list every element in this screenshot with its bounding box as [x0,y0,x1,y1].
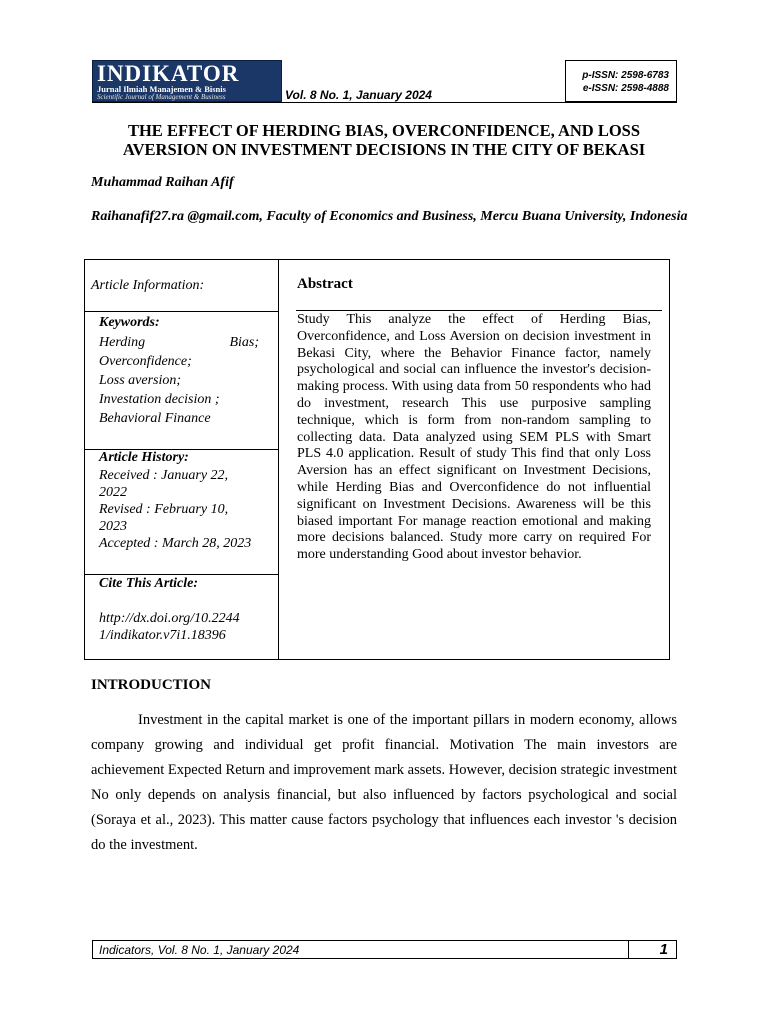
keyword: Bias; [229,335,259,350]
e-issn: e-ISSN: 2598-4888 [582,83,669,94]
logo-tagline: Scientific Journal of Management & Business [97,93,226,101]
keyword: Investation decision ; [99,392,220,407]
keywords-list [99,334,259,427]
accepted-date: Accepted : March 28, 2023 [99,536,252,551]
abstract-rule [296,310,662,311]
volume-info: Vol. 8 No. 1, January 2024 [285,88,432,102]
doi-line-2: 1/indikator.v7i1.18396 [99,628,226,643]
introduction-heading: INTRODUCTION [91,677,212,693]
title-line-1: THE EFFECT OF HERDING BIAS, OVERCONFIDENCE, AND LOSS [127,121,641,140]
journal-logo [92,60,282,102]
abstract-text: Study This analyze the effect of Herding Bias, Overconfidence, and Loss Aversion on decision investment in Bekasi City, where the Behavior Finance factor, namely psychological and social can influence the investor's decision- making process. With using data from 50 respondents who had do investment, research This use purposive sampling technique, which is form from non-random sampling to collecting data. Data analyzed using SEM PLS with Smart PLS 4.0 application. Result of study This find that only Loss Aversion has an effect significant on Investment Decisions, while Herding Bias and Overconfidence do not influential significant on Investment Decisions. Awareness will be this biased important For manage reaction emotional and making more decisions balanced. Study more carry on required For more understanding Good about investor behavior. [297,312,651,563]
keyword: Herding [99,335,146,350]
keyword: Behavioral Finance [99,411,211,426]
issn-box [565,60,677,102]
article-info-heading: Article Information: [91,278,205,293]
article-title [80,121,688,159]
keywords-label: Keywords: [99,315,160,330]
header-rule [92,102,677,103]
received-date: Received : January 22, 2022 [99,468,229,500]
introduction-paragraph: Investment in the capital market is one of the important pillars in modern economy, allows company growing and individual get profit financial. Motivation The main investors are achievement Expected Return and improvement mark assets. However, decision strategic investment No only depends on analysis financial, but also influenced by factors psychological and social (Soraya et al., 2023). This matter cause factors psychology that influences each investor 's decision do the investment. [91,712,677,853]
keyword: Overconfidence; [99,354,192,369]
page-number: 1 [628,940,677,959]
p-issn: p-ISSN: 2598-6783 [582,70,669,81]
keyword: Loss aversion; [99,373,182,388]
cite-link[interactable] [99,610,240,644]
doi-line-1: http://dx.doi.org/10.2244 [99,611,240,626]
author-name: Muhammad Raihan Afif [91,175,234,190]
cite-label: Cite This Article: [99,576,199,591]
footer-journal: Indicators, Vol. 8 No. 1, January 2024 [92,940,629,959]
column-divider [278,259,279,660]
info-rule-3 [85,574,278,575]
abstract-heading: Abstract [297,276,353,292]
author-affiliation: Raihanafif27.ra @gmail.com, Faculty of Economics and Business, Mercu Buana University, Indonesia [91,209,688,224]
article-history [99,467,259,552]
title-line-2: AVERSION ON INVESTMENT DECISIONS IN THE CITY OF BEKASI [122,140,646,159]
keyword-row [99,334,259,351]
logo-title: INDIKATOR [97,61,240,86]
logo-subtitle: Jurnal Ilmiah Manajemen & Bisnis [97,84,226,94]
history-label: Article History: [99,450,189,465]
info-rule-1 [85,311,278,312]
revised-date: Revised : February 10, 2023 [99,502,229,534]
